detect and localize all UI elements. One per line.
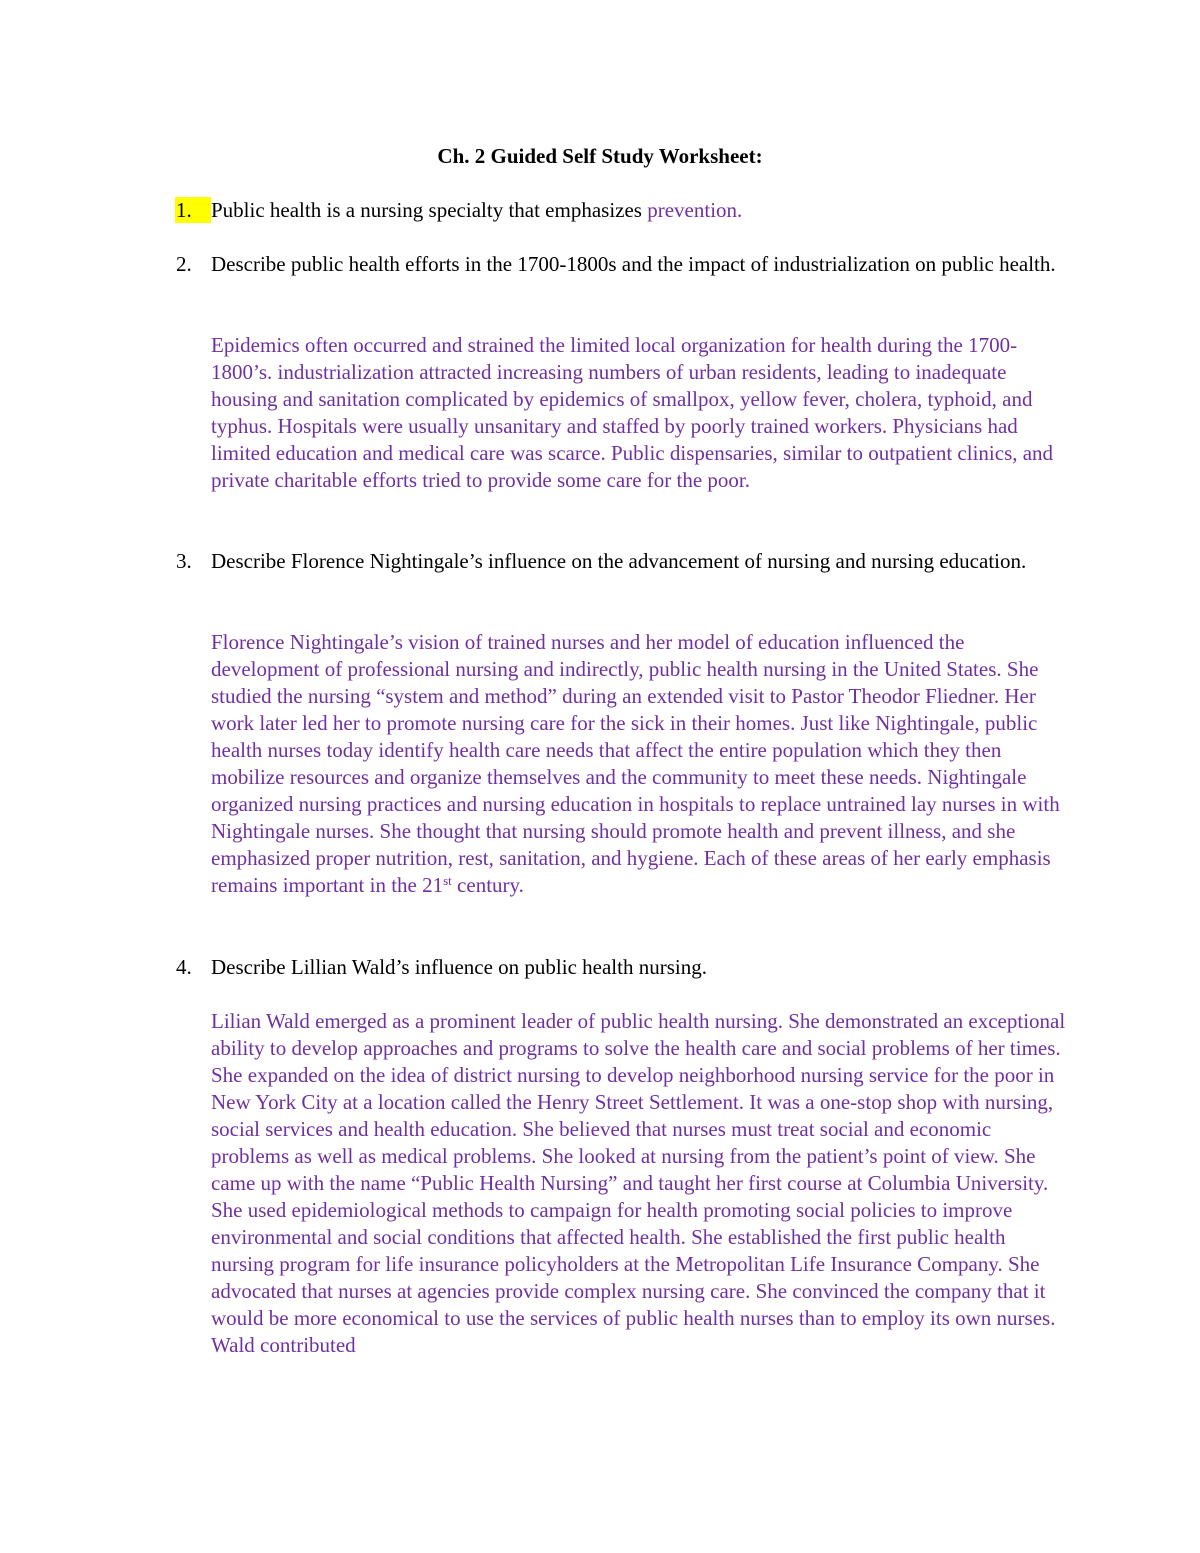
answer-main: Florence Nightingale’s vision of trained nurses and her model of education influenced the development of professional nursing and indirectly, public health nursing in the United States. She studied the nursing “system and method” during an extended visit to Pastor Theodor Fliedner. Her work later led her to promote nursing care for the sick in their homes. Just like Nightingale, public health nurses today identify health care needs that affect the entire population which they then mobilize resources and organize themselves and the community to meet these needs. Nightingale organized nursing practices and nursing education in hospitals to replace untrained lay nurses in with Nightingale nurses. She thought that nursing should promote health and prevent illness, and she emphasized proper nutrition, rest, sanitation, and hygiene. Each of these areas of her early emphasis remains important in the 21 <box>211 630 1060 897</box>
question-text: Describe public health efforts in the 1700-1800s and the impact of industrialization on public health. <box>211 252 1056 276</box>
question-text <box>211 197 1071 224</box>
answer-text: Epidemics often occurred and strained the limited local organization for health during the 1700-1800’s. industrialization attracted increasing numbers of urban residents, leading to inadequate housing and sanitation complicated by epidemics of smallpox, yellow fever, cholera, typhoid, and typhus. Hospitals were usually unsanitary and staffed by poorly trained workers. Physicians had limited education and medical care was scarce. Public dispensaries, similar to outpatient clinics, and private charitable efforts tried to provide some care for the poor. <box>211 333 1054 492</box>
item-number: 1. <box>176 198 192 222</box>
answer-superscript: st <box>443 873 452 888</box>
item-number: 3. <box>176 549 192 573</box>
inline-answer: prevention. <box>647 198 743 222</box>
answer-text: Lilian Wald emerged as a prominent leader of public health nursing. She demonstrated an exceptional ability to develop approaches and programs to solve the health care and social problems of her times. She expanded on the idea of district nursing to develop neighborhood nursing service for the poor in New York City at a location called the Henry Street Settlement. It was a one-stop shop with nursing, social services and health education. She believed that nurses must treat social and economic problems as well as medical problems. She looked at nursing from the patient’s point of view. She came up with the name “Public Health Nursing” and taught her first course at Columbia University. She used epidemiological methods to campaign for health promoting social policies to improve environmental and social conditions that affected health. She established the first public health nursing program for life insurance policyholders at the Metropolitan Life Insurance Company. She advocated that nurses at agencies provide complex nursing care. She convinced the company that it would be more economical to use the services of public health nurses than to employ its own nurses. Wald contributed <box>211 1009 1066 1357</box>
question-prefix: Public health is a nursing specialty that emphasizes <box>211 198 648 222</box>
item-number: 4. <box>176 955 192 979</box>
answer-end: century. <box>451 873 524 897</box>
answer-text <box>211 629 1071 899</box>
page-title: Ch. 2 Guided Self Study Worksheet: <box>437 144 763 168</box>
question-text: Describe Florence Nightingale’s influence on the advancement of nursing and nursing education. <box>211 549 1027 573</box>
question-text: Describe Lillian Wald’s influence on public health nursing. <box>211 955 707 979</box>
item-number: 2. <box>176 252 192 276</box>
